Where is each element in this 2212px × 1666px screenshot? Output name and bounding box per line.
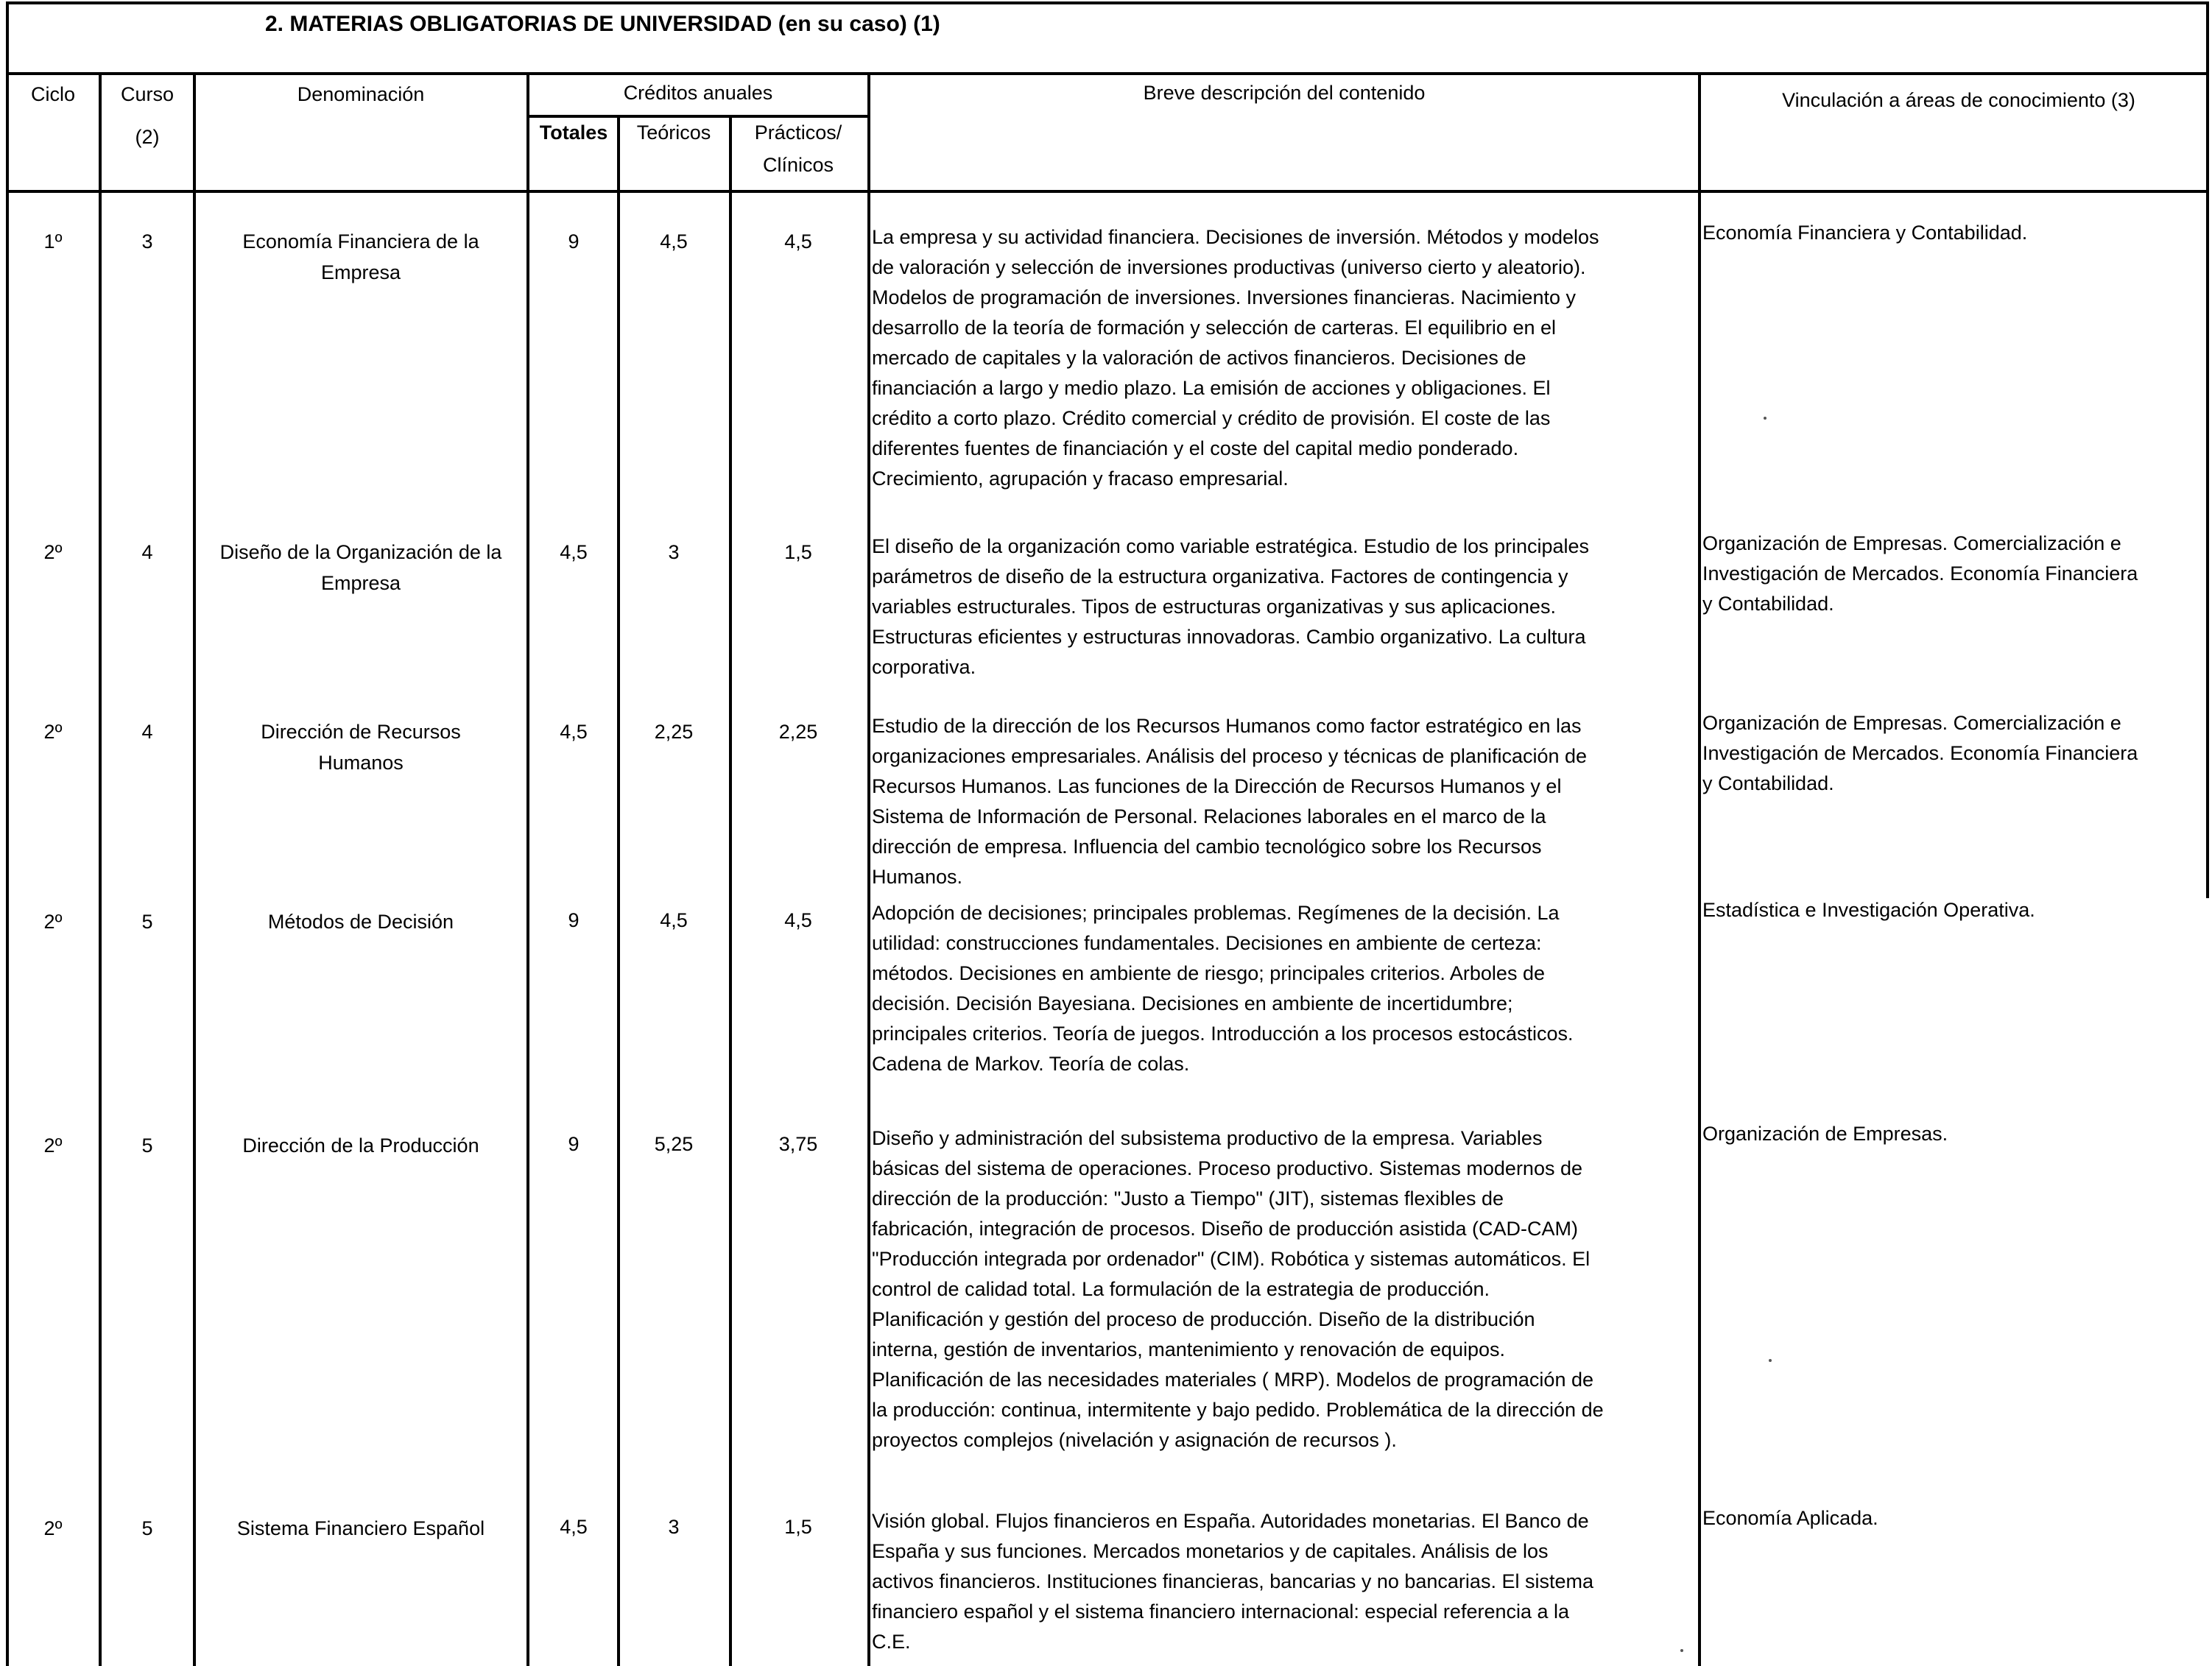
row3-descripcion: Estudio de la dirección de los Recursos Humanos como factor estratégico en las organizaciones empresariales. Análisis del proceso y técnicas de planificación de Recursos Humanos. Las funciones de la Dirección de Recursos Humanos y el Sistema de Información de Personal. Relaciones laborales en el marco de la dirección de empresa. Influencia del cambio tecnológico sobre los Recursos Humanos.	[872, 715, 1588, 888]
row3-teoricos: 2,25	[654, 721, 694, 743]
row6-curso: 5	[141, 1517, 153, 1539]
header-ciclo: Ciclo	[30, 83, 76, 105]
page-title: 2. MATERIAS OBLIGATORIAS DE UNIVERSIDAD (en su caso) (1)	[265, 12, 940, 36]
row1-teoricos: 4,5	[660, 230, 688, 253]
title-bottom-border	[6, 72, 2209, 75]
row4-descripcion: Adopción de decisiones; principales problemas. Regímenes de la decisión. La utilidad: construcciones fundamentales. Decisiones en ambiente de certeza: métodos. Decisiones en ambiente de riesgo; principales criterios. Arboles de decisión. Decisión Bayesiana. Decisiones en ambiente de incertidumbre; principales criterios. Teoría de juegos. Introducción a los procesos estocásticos. Cadena de Markov. Teoría de colas.	[872, 902, 1574, 1075]
col-line-curso	[193, 74, 196, 1666]
row1-denominacion-2: Empresa	[320, 261, 401, 283]
col-line-teoricos	[729, 116, 732, 1666]
row6-teoricos: 3	[668, 1516, 680, 1538]
row2-totales: 4,5	[560, 541, 588, 563]
row5-curso: 5	[141, 1134, 153, 1157]
row6-denominacion-1: Sistema Financiero Español	[236, 1517, 485, 1539]
row2-practicos: 1,5	[784, 541, 812, 563]
col-line-denominacion	[526, 74, 529, 1666]
col-line-descripcion	[1698, 74, 1701, 1666]
row4-totales: 9	[568, 909, 580, 931]
header-denominacion: Denominación	[297, 83, 425, 105]
row3-denominacion-1: Dirección de Recursos	[261, 721, 461, 743]
row2-curso: 4	[141, 541, 153, 563]
col-line-totales	[617, 116, 620, 1666]
header-curso-note: (2)	[135, 126, 160, 148]
row3-ciclo: 2º	[43, 721, 63, 743]
row5-totales: 9	[568, 1133, 580, 1155]
right-border	[2206, 1, 2209, 75]
col-line-ciclo	[99, 74, 102, 1666]
scan-speck	[1764, 417, 1767, 420]
row3-totales: 4,5	[560, 721, 588, 743]
header-totales: Totales	[539, 121, 608, 144]
row1-descripcion: La empresa y su actividad financiera. Decisiones de inversión. Métodos y modelos de valoración y selección de inversiones productivas (universo cierto y aleatorio). Modelos de programación de inversiones. Inversiones financieras. Nacimiento y desarrollo de la teoría de formación y selección de carteras. El equilibrio en el mercado de capitales y la valoración de activos financieros. Decisiones de financiación a largo y medio plazo. La emisión de acciones y obligaciones. El crédito a corto plazo. Crédito comercial y crédito de provisión. El coste de las diferentes fuentes de financiación y el coste del capital medio ponderado. Crecimiento, agrupación y fracaso empresarial.	[872, 226, 1599, 490]
row5-teoricos: 5,25	[654, 1133, 694, 1155]
header-bottom-line	[6, 190, 2209, 193]
row4-ciclo: 2º	[43, 911, 63, 933]
header-practicos: Prácticos/	[754, 121, 842, 144]
row2-denominacion-2: Empresa	[320, 572, 401, 594]
row2-vinculacion: Organización de Empresas. Comercialización e Investigación de Mercados. Economía Financiera y Contabilidad.	[1702, 532, 2138, 615]
header-descripcion: Breve descripción del contenido	[1143, 82, 1426, 104]
row5-vinculacion: Organización de Empresas.	[1702, 1123, 1948, 1145]
row5-ciclo: 2º	[43, 1134, 63, 1157]
row1-ciclo: 1º	[43, 230, 63, 253]
row5-descripcion: Diseño y administración del subsistema productivo de la empresa. Variables básicas del sistema de operaciones. Proceso productivo. Sistemas modernos de dirección de la producción: "Justo a Tiempo" (JIT), sistemas flexibles de fabricación, integración de procesos. Diseño de producción asistida (CAD-CAM) "Producción integrada por ordenador" (CIM). Robótica y sistemas automáticos. El control de calidad total. La formulación de la estrategia de producción. Planificación y gestión del proceso de producción. Diseño de la distribución interna, gestión de inventarios, mantenimiento y renovación de equipos. Planificación de las necesidades materiales ( MRP). Modelos de programación de la producción: continua, intermitente y bajo pedido. Problemática de la dirección de proyectos complejos (nivelación y asignación de recursos ).	[872, 1127, 1604, 1451]
right-border-lower	[2206, 74, 2209, 898]
row3-curso: 4	[141, 721, 153, 743]
row4-vinculacion: Estadística e Investigación Operativa.	[1702, 899, 2035, 921]
row3-practicos: 2,25	[778, 721, 818, 743]
row6-vinculacion: Economía Aplicada.	[1702, 1507, 1878, 1529]
row1-curso: 3	[141, 230, 153, 253]
row1-totales: 9	[568, 230, 580, 253]
header-creditos-anuales: Créditos anuales	[623, 82, 773, 104]
row6-practicos: 1,5	[784, 1516, 812, 1538]
scan-speck	[1680, 1649, 1683, 1652]
row2-descripcion: El diseño de la organización como variable estratégica. Estudio de los principales parámetros de diseño de la estructura organizativa. Factores de contingencia y variables estructurales. Tipos de estructuras organizativas y sus aplicaciones. Estructuras eficientes y estructuras innovadoras. Cambio organizativo. La cultura corporativa.	[872, 535, 1590, 678]
row6-totales: 4,5	[560, 1516, 588, 1538]
row4-teoricos: 4,5	[660, 909, 688, 931]
col-line-practicos	[867, 74, 870, 1666]
row2-ciclo: 2º	[43, 541, 63, 563]
row1-denominacion-1: Economía Financiera de la	[242, 230, 479, 253]
row6-descripcion: Visión global. Flujos financieros en España. Autoridades monetarias. El Banco de España y sus funciones. Mercados monetarios y de capitales. Análisis de los activos financieros. Instituciones financieras, bancarias y no bancarias. El sistema financiero español y el sistema financiero internacional: especial referencia a la C.E.	[872, 1510, 1593, 1653]
row2-teoricos: 3	[668, 541, 680, 563]
row4-practicos: 4,5	[784, 909, 812, 931]
row1-practicos: 4,5	[784, 230, 812, 253]
row1-vinculacion: Economía Financiera y Contabilidad.	[1702, 222, 2028, 244]
scan-speck	[1769, 1359, 1772, 1362]
row6-ciclo: 2º	[43, 1517, 63, 1539]
row3-vinculacion: Organización de Empresas. Comercialización e Investigación de Mercados. Economía Financiera y Contabilidad.	[1702, 712, 2138, 794]
row2-denominacion-1: Diseño de la Organización de la	[219, 541, 502, 563]
row5-practicos: 3,75	[778, 1133, 818, 1155]
header-vinculacion: Vinculación a áreas de conocimiento (3)	[1782, 89, 2135, 111]
top-border	[6, 1, 2209, 4]
header-teoricos: Teóricos	[636, 121, 711, 144]
header-clinicos: Clínicos	[762, 154, 834, 176]
row5-denominacion-1: Dirección de la Producción	[242, 1134, 479, 1157]
left-border	[6, 1, 9, 1666]
header-curso: Curso	[120, 83, 175, 105]
row4-curso: 5	[141, 911, 153, 933]
row3-denominacion-2: Humanos	[318, 752, 404, 774]
row4-denominacion-1: Métodos de Decisión	[267, 911, 454, 933]
